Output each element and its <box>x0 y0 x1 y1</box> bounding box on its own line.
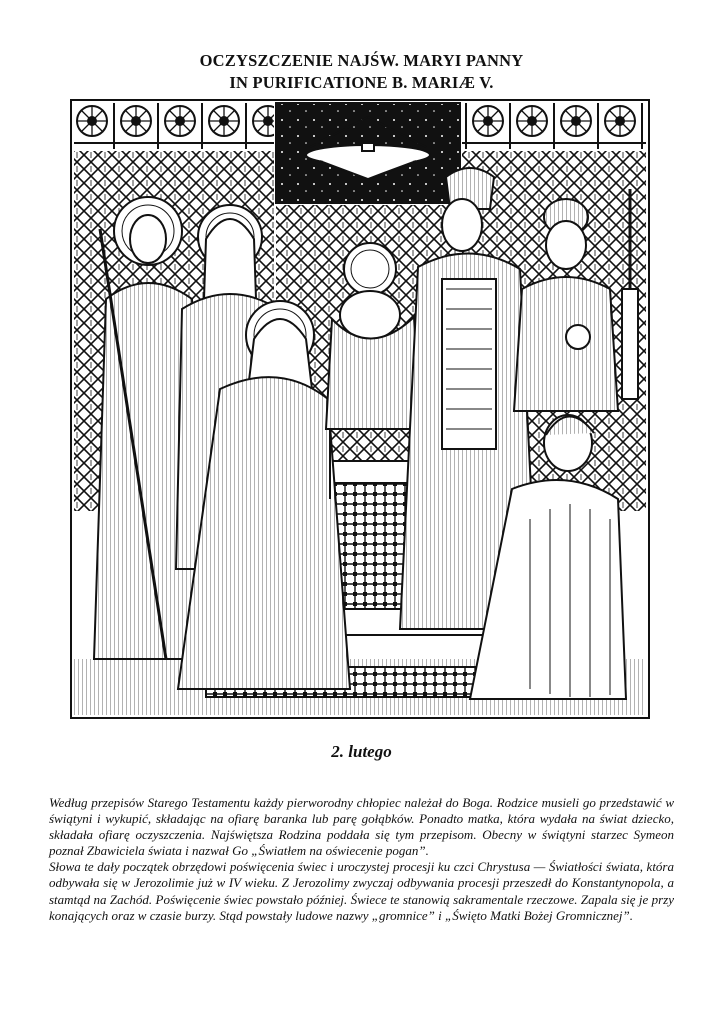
feast-date: 2. lutego <box>331 742 392 761</box>
description-paragraph-1: Według przepisów Starego Testamentu każdy pierworodny chłopiec należał do Boga. Rodzice musieli go przedstawić w świątyni i wykupić, składając na ofiarę baranka lub parę gołąbków. Ponadto matka, która wydała na świat dziecko, składała ofiarę oczyszczenia. Najświętsza Rodzina poddała się tym przepisom. Obecny w świątyni starzec Symeon poznał Zbawiciela świata i nazwał Go „Światłem na oświecenie pogan”. <box>49 795 674 859</box>
description-text <box>49 795 674 924</box>
description-paragraph-2: Słowa te dały początek obrzędowi poświęcenia świec i uroczystej procesji ku czci Chrystusa — Światłości świata, która odbywała się w Jerozolimie już w IV wieku. Z Jerozolimy zwyczaj odbywania procesji przeszedł do Konstantynopola, a stamtąd na Zachód. Poświęcenie świec powstało później. Świece te stanowią sakramentale rzeczowe. Zapala się je przy konających oraz w czasie burzy. Stąd powstały ludowe nazwy „gromnice” i „Święto Matki Bożej Gromnicznej”. <box>49 859 674 923</box>
presentation-in-temple-engraving <box>70 99 650 719</box>
page-subtitle: IN PURIFICATIONE B. MARIÆ V. <box>229 73 494 92</box>
page-title: OCZYSZCZENIE NAJŚW. MARYI PANNY <box>199 51 524 70</box>
